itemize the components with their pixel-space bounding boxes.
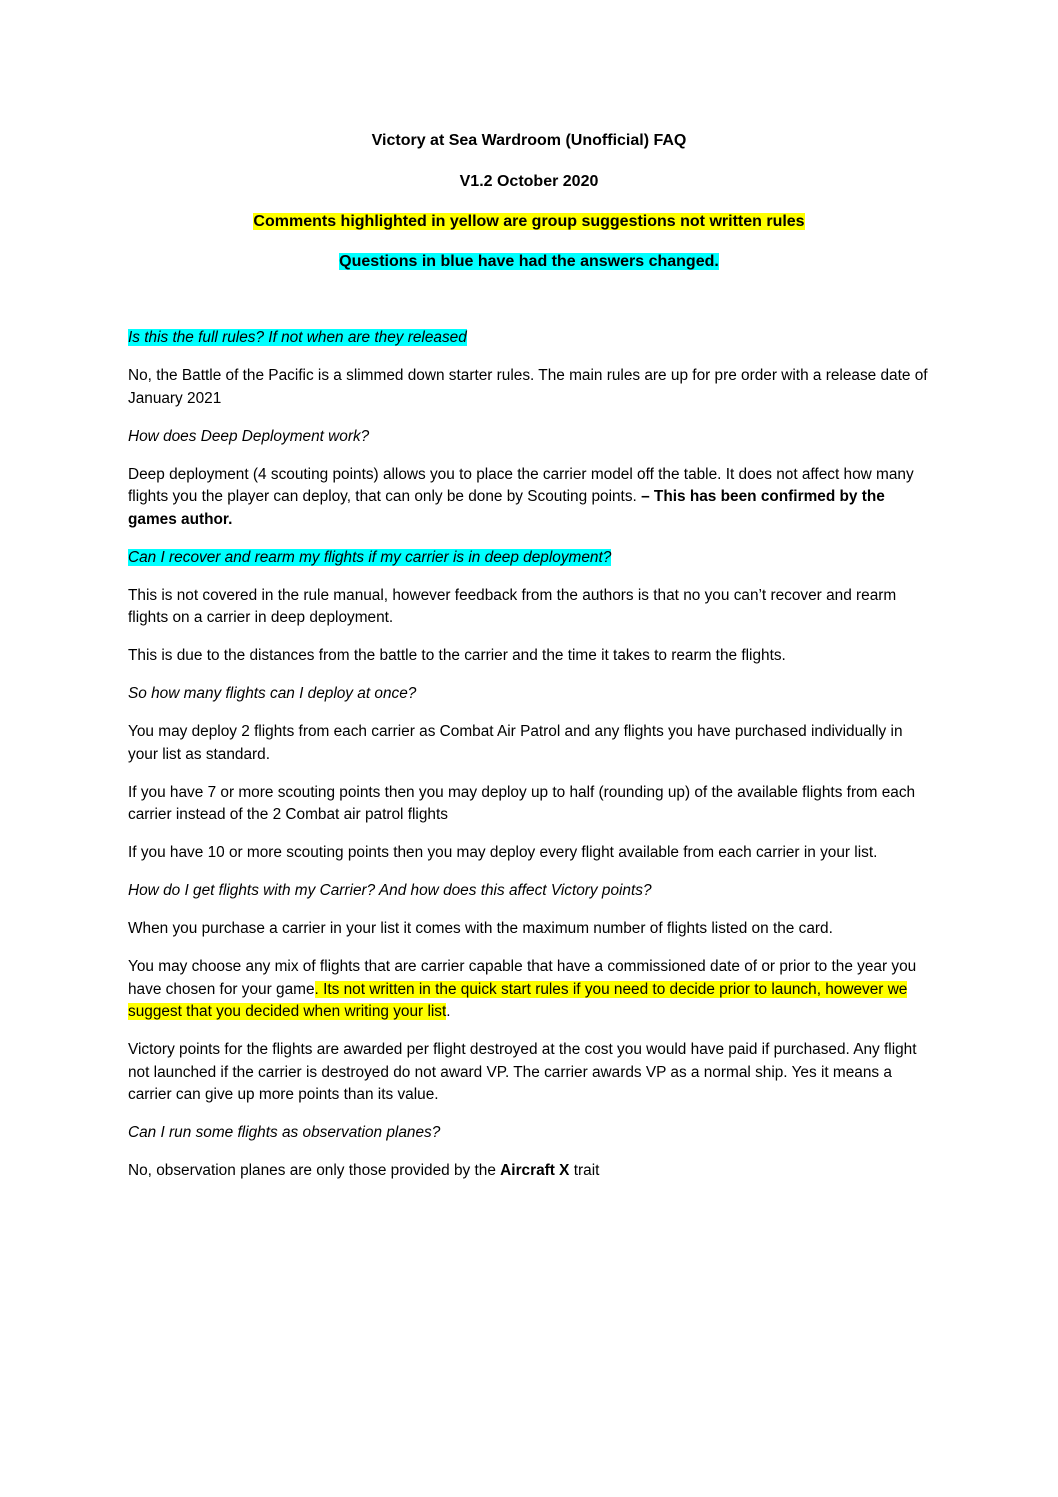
blue-legend-note	[0, 250, 1058, 274]
faq-answer-4-part-2: If you have 7 or more scouting points then you may deploy up to half (rounding up) of the available flights from each carrier instead of the 2 Combat air patrol flights	[128, 783, 916, 823]
faq-answer-4-part-3: If you have 10 or more scouting points then you may deploy every flight available from each carrier in your list.	[128, 844, 878, 861]
faq-question-6: Can I run some flights as observation planes?	[128, 1124, 441, 1141]
document-title: Victory at Sea Wardroom (Unofficial) FAQ	[371, 132, 687, 149]
faq-question-1: Is this the full rules? If not when are they released	[128, 329, 467, 346]
faq-answer-5-part-3: Victory points for the flights are awarded per flight destroyed at the cost you would have paid if purchased. Any flight not launched if the carrier is destroyed do not award VP. The carrier awards VP as a normal ship. Yes it means a carrier can give up more points than its value.	[128, 1041, 917, 1103]
faq-answer-2: Deep deployment (4 scouting points) allows you to place the carrier model off the table. It does not affect how many flights you the player can deploy, that can only be done by Scouting points. – This has been confirmed by the games author.	[128, 465, 914, 528]
faq-body	[128, 327, 936, 1198]
faq-answer-5-part-2: You may choose any mix of flights that are carrier capable that have a commissioned date of or prior to the year you have chosen for your game. Its not written in the quick start rules if you need to decide prior to launch, however we suggest that you decided when writing your list.	[128, 958, 917, 1020]
aircraft-trait: Aircraft X	[500, 1162, 570, 1179]
faq-question-4: So how many flights can I deploy at once?	[128, 685, 417, 702]
yellow-highlight: Comments highlighted in yellow are group suggestions not written rules	[253, 213, 805, 230]
blue-highlight: Questions in blue have had the answers changed.	[339, 253, 719, 270]
author-confirmation: – This has been confirmed by the games author.	[128, 488, 885, 528]
faq-answer-1: No, the Battle of the Pacific is a slimmed down starter rules. The main rules are up for pre order with a release date of January 2021	[128, 367, 928, 407]
faq-question-5: How do I get flights with my Carrier? And how does this affect Victory points?	[128, 882, 652, 899]
faq-answer-6: No, observation planes are only those provided by the Aircraft X trait	[128, 1162, 600, 1179]
faq-question-3: Can I recover and rearm my flights if my carrier is in deep deployment?	[128, 548, 612, 566]
faq-answer-4-part-1: You may deploy 2 flights from each carrier as Combat Air Patrol and any flights you have purchased individually in your list as standard.	[128, 723, 903, 763]
faq-answer-3-part-2: This is due to the distances from the battle to the carrier and the time it takes to rearm the flights.	[128, 647, 786, 664]
faq-question-2: How does Deep Deployment work?	[128, 427, 370, 445]
yellow-legend-note	[0, 210, 1058, 234]
group-suggestion-highlight: . Its not written in the quick start rules if you need to decide prior to launch, however we suggest that you decided when writing your list	[128, 980, 908, 1020]
document-version: V1.2 October 2020	[459, 173, 599, 190]
faq-answer-3-part-1: This is not covered in the rule manual, however feedback from the authors is that no you can’t recover and rearm flights on a carrier in deep deployment.	[128, 586, 897, 626]
faq-answer-5-part-1: When you purchase a carrier in your list it comes with the maximum number of flights listed on the card.	[128, 920, 833, 937]
